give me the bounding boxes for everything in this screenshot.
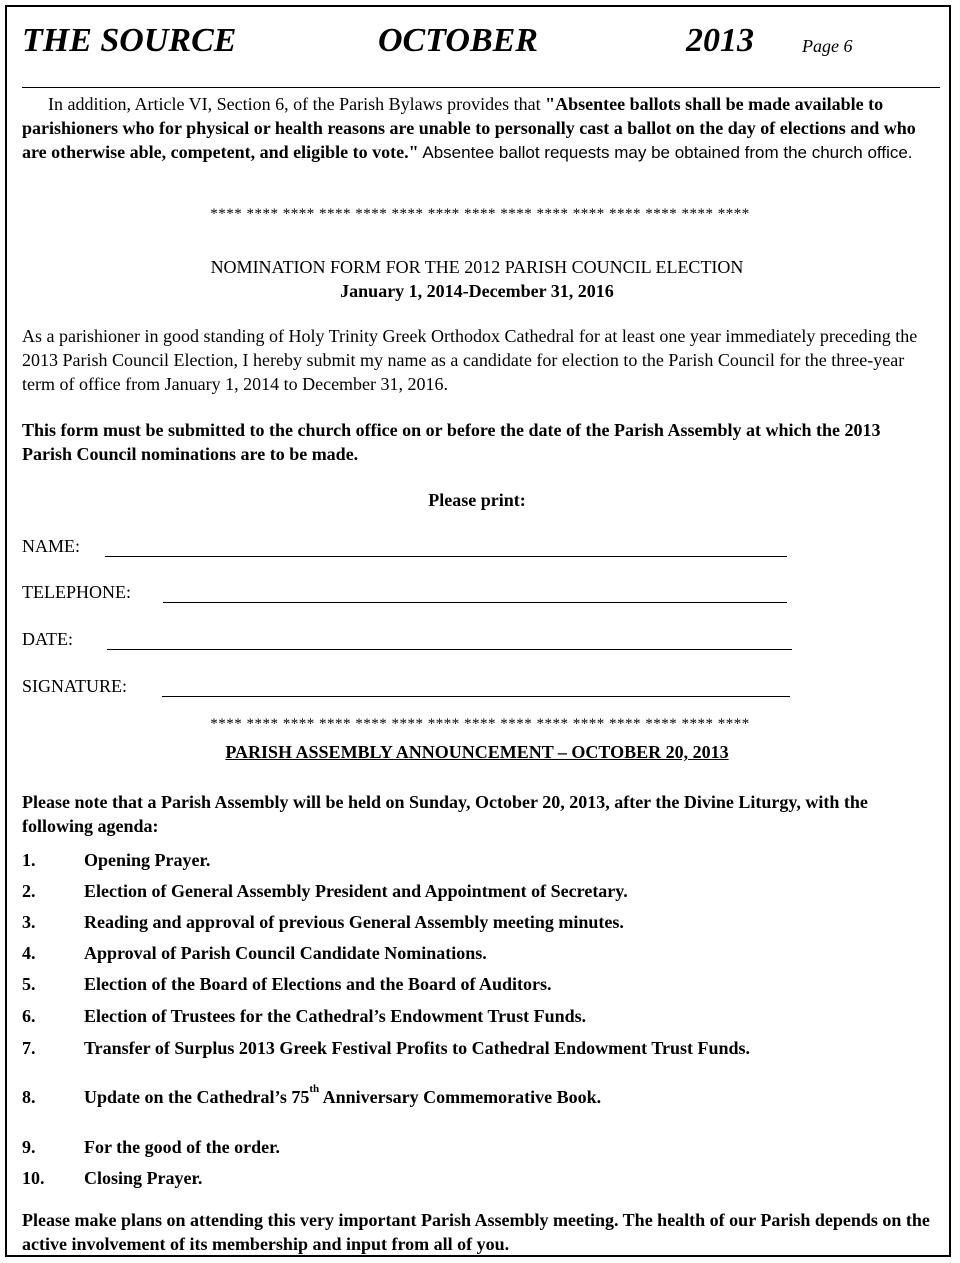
page-number: Page 6	[802, 36, 853, 56]
agenda-text: Approval of Parish Council Candidate Nominations.	[84, 943, 487, 963]
name-label: NAME:	[22, 536, 80, 556]
telephone-line[interactable]	[163, 602, 787, 603]
star-divider: **** **** **** **** **** **** **** **** **** **** **** **** **** **** ****	[210, 206, 750, 222]
ordinal-suffix: th	[309, 1083, 320, 1095]
agenda-text-before: Update on the Cathedral’s 75	[84, 1087, 310, 1107]
form-title: NOMINATION FORM FOR THE 2012 PARISH COUNCIL ELECTION	[210, 257, 744, 277]
agenda-number: 10.	[22, 1168, 45, 1188]
absentee-paragraph	[22, 92, 932, 165]
agenda-text: Election of the Board of Elections and the Board of Auditors.	[84, 974, 552, 994]
agenda-number: 7.	[22, 1038, 36, 1058]
assembly-note: Please note that a Parish Assembly will be held on Sunday, October 20, 2013, after the Divine Liturgy, with the following agenda:	[22, 792, 868, 836]
intro-lead: In addition, Article VI, Section 6, of the Parish Bylaws provides that	[48, 94, 546, 114]
name-line[interactable]	[105, 556, 787, 557]
name-field[interactable]	[22, 536, 802, 562]
candidate-statement: As a parishioner in good standing of Holy Trinity Greek Orthodox Cathedral for at least one year immediately preceding the 2013 Parish Council Election, I hereby submit my name as a candidate for election to the Parish Council for the three-year term of office from January 1, 2014 to December 31, 2016.	[22, 326, 918, 394]
closing-paragraph: Please make plans on attending this very important Parish Assembly meeting. The health of our Parish depends on the active involvement of its membership and input from all of you.	[22, 1210, 930, 1254]
agenda-number: 6.	[22, 1006, 36, 1026]
submission-deadline: This form must be submitted to the church office on or before the date of the Parish Assembly at which the 2013 Parish Council nominations are to be made.	[22, 420, 881, 464]
date-field[interactable]	[22, 629, 802, 655]
agenda-text-after: Anniversary Commemorative Book.	[319, 1087, 602, 1107]
issue-month: OCTOBER	[378, 22, 538, 59]
agenda-number: 5.	[22, 974, 36, 994]
signature-label: SIGNATURE:	[22, 676, 128, 696]
agenda-number: 8.	[22, 1087, 36, 1107]
star-divider: **** **** **** **** **** **** **** **** **** **** **** **** **** **** ****	[210, 716, 750, 732]
agenda-text: Reading and approval of previous General Assembly meeting minutes.	[84, 912, 624, 932]
form-term: January 1, 2014-December 31, 2016	[340, 281, 614, 301]
assembly-announcement-title: PARISH ASSEMBLY ANNOUNCEMENT – OCTOBER 20, 2013	[225, 742, 729, 762]
nomination-form-heading	[22, 255, 932, 303]
please-print-label: Please print:	[428, 490, 526, 510]
signature-line[interactable]	[162, 696, 790, 697]
intro-tail: Absentee ballot requests may be obtained from the church office.	[418, 143, 913, 162]
agenda-text: Election of General Assembly President and Appointment of Secretary.	[84, 881, 628, 901]
date-label: DATE:	[22, 629, 73, 649]
telephone-field[interactable]	[22, 582, 802, 608]
agenda-number: 1.	[22, 850, 36, 870]
issue-year: 2013	[686, 22, 754, 59]
agenda-text: Election of Trustees for the Cathedral’s Endowment Trust Funds.	[84, 1006, 587, 1026]
agenda-number: 4.	[22, 943, 36, 963]
date-line[interactable]	[107, 649, 792, 650]
agenda-number: 9.	[22, 1137, 36, 1157]
agenda-text: For the good of the order.	[84, 1137, 280, 1157]
agenda-number: 2.	[22, 881, 36, 901]
signature-field[interactable]	[22, 676, 802, 702]
telephone-label: TELEPHONE:	[22, 582, 131, 602]
agenda-text: Opening Prayer.	[84, 850, 211, 870]
agenda-text	[84, 1083, 602, 1108]
newsletter-title: THE SOURCE	[22, 22, 237, 59]
agenda-number: 3.	[22, 912, 36, 932]
agenda-text: Transfer of Surplus 2013 Greek Festival Profits to Cathedral Endowment Trust Funds.	[84, 1038, 751, 1058]
newsletter-header	[22, 22, 942, 72]
header-rule	[22, 87, 940, 88]
bylaw-quote: "Absentee ballots shall be made available to parishioners who for physical or health reasons are unable to personally cast a ballot on the day of elections and who are otherwise able, competent, and eligible to vote."	[22, 94, 916, 162]
agenda-text: Closing Prayer.	[84, 1168, 203, 1188]
